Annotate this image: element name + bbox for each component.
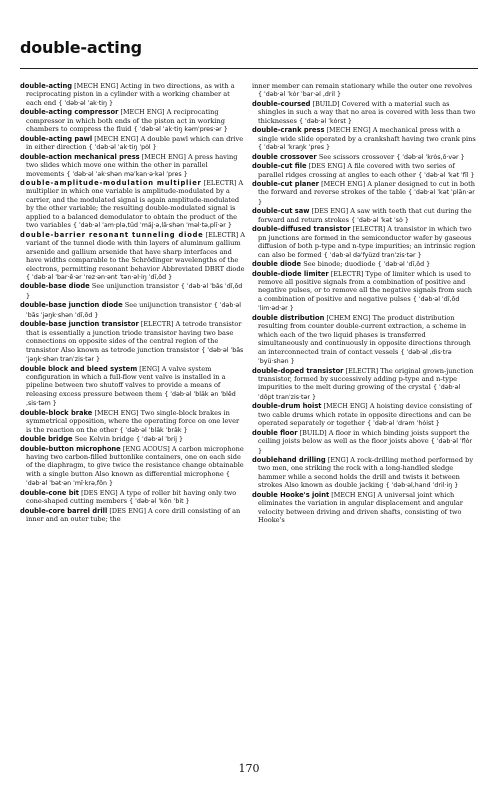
dictionary-entry	[20, 445, 246, 489]
entry-pronunciation: { ˈdəb·əl ˈkȯrst }	[299, 117, 352, 125]
entry-term: double crossover	[252, 152, 317, 161]
dictionary-entry	[20, 135, 246, 153]
entry-definition: A floor in which binding joists support the ceiling joists below as well as the floor joists above	[258, 428, 470, 446]
entry-term: double-base junction transistor	[20, 320, 139, 329]
entry-pronunciation: { ˈdəb·əl ˈdī‚ōd }	[377, 261, 431, 269]
entry-term: double bridge	[20, 435, 73, 444]
entry-pronunciation: { ˈdəb·əl ‚dis·trəˈbyü·shən }	[258, 348, 452, 366]
entry-pronunciation: { ˈdəb·əl ˈkōn ˈbit }	[129, 498, 190, 506]
entry-term: double-acting	[20, 82, 73, 90]
dictionary-entry	[252, 429, 478, 456]
entry-definition: A saw with teeth that cut during the forward and return strokes	[258, 207, 472, 224]
entry-pronunciation: { ˈdəb·əl ˈbar·ē·ər ˈrez·ən·ənt ˈtən·əl·iŋ ˈdī‚ōd }	[26, 273, 173, 281]
entry-pronunciation: { ˈdəb·əl ˈkət ˈsȯ }	[351, 216, 409, 224]
dictionary-entry	[20, 179, 246, 231]
dictionary-entry	[252, 82, 478, 100]
entry-definition: See Kelvin bridge	[74, 435, 134, 444]
entry-label: [ELECTR]	[345, 366, 379, 375]
dictionary-entry	[252, 162, 478, 180]
entry-term: double-action mechanical press	[20, 152, 140, 161]
entry-label: [MECH ENG]	[94, 408, 139, 417]
entry-term: double-coursed	[252, 99, 311, 108]
entry-definition: See unijunction transistor	[91, 282, 179, 291]
dictionary-entry	[20, 435, 246, 444]
dictionary-entry	[252, 126, 478, 152]
entry-label: [MECH ENG]	[94, 134, 139, 143]
entry-term: double-cut saw	[252, 207, 310, 216]
dictionary-entry	[20, 320, 246, 364]
entry-term: double-drum hoist	[252, 402, 322, 411]
entry-definition: See unijunction transistor	[124, 301, 212, 310]
entry-term: double floor	[252, 428, 298, 437]
dictionary-entry	[252, 260, 478, 269]
dictionary-entry	[252, 225, 478, 260]
entry-definition: Covered with a material such as shingles in such a way that no area is covered with less than two thicknesses	[258, 99, 476, 125]
entry-definition: A variant of the tunnel diode with thin layers of aluminum gallium arsenide and gallium arsenide that have sharp interfaces and have widths comparable to the Schrödinger wavelengths of the electrons, permitting resonant behavior Abbreviated DBRT diode	[26, 230, 246, 273]
entry-term: double-crank press	[252, 126, 325, 135]
entry-label: [DES ENG]	[81, 488, 118, 497]
entry-term: double-base diode	[20, 282, 90, 291]
entry-pronunciation: { ˈdəb·əl ˈbās ˈjəŋk·shən tranˈzis·tər }	[26, 346, 244, 364]
entry-pronunciation: { ˈdəb·əl ˈkət ˈfīl }	[418, 171, 475, 179]
dictionary-entry	[252, 153, 478, 162]
entry-pronunciation: { ˈdəb·əl ˈflȯr }	[258, 438, 473, 455]
dictionary-entry	[252, 491, 478, 525]
dictionary-entry	[20, 489, 246, 507]
entry-label: [MECH ENG]	[331, 490, 376, 499]
entry-term: doublehand drilling	[252, 456, 326, 465]
entry-label: [ENG]	[327, 456, 349, 465]
entry-term: double Hooke's joint	[252, 490, 330, 499]
entry-label: [ENG ACOUS]	[122, 444, 170, 453]
entry-term: double-block brake	[20, 408, 93, 417]
entry-term: double-acting compressor	[20, 108, 119, 117]
entry-definition: Type of limiter which is used to remove all positive signals from a combination of positive and negative pulses, or to remove all the negative signals from such a combination of positive and negative pulses	[258, 269, 473, 303]
entry-definition: Two single-block brakes in symmetrical opposition, where the operating force on one lever is the reaction on the other	[26, 408, 240, 434]
header-rule	[20, 68, 478, 69]
entry-label: [DES ENG]	[109, 506, 146, 515]
dictionary-entry	[252, 270, 478, 314]
entry-definition: The original grown-junction transistor, formed by successively adding p-type and n-type impurities to the melt during growing of the crystal	[258, 366, 474, 392]
entry-label: [ELECTR]	[352, 225, 386, 234]
entry-term: double-amplitude-modulation multiplier	[20, 178, 202, 187]
entry-definition: A universal joint which eliminates the variation in angular displacement and angular velocity between driving and driven shafts, consisting of two Hooke's	[258, 490, 463, 525]
entry-definition: A multiplier in which one variable is amplitude-modulated by a carrier, and the modulated signal is again amplitude-modulated by the other variable; the resulting double-modulated signal is applied to a balanced demodulator to obtain the product of the two variables	[26, 178, 244, 230]
entry-definition: A reciprocating compressor in which both ends of the piston act in working chambers to compress the fluid	[26, 108, 225, 134]
dictionary-entry	[252, 402, 478, 428]
entry-term: double-diffused transistor	[252, 225, 351, 234]
entry-label: [CHEM ENG]	[326, 313, 371, 322]
dictionary-entry	[252, 367, 478, 403]
entry-label: [ELECTR]	[205, 230, 239, 239]
entry-definition: See binode; duodiode	[303, 260, 376, 269]
entry-term: double-diode limiter	[252, 269, 329, 278]
entry-definition: A transistor in which two pn junctions are formed in the semiconductor wafer by gaseous diffusion of both p-type and n-type impurities; an intrinsic region can also be formed	[258, 225, 476, 259]
page-number: 170	[238, 762, 260, 775]
entry-pronunciation: { ˈdəb·əl ˈam·plə‚tüd ˈmäj·ə‚lā·shən ˈməl·tə‚plī·ər }	[72, 222, 232, 230]
entry-pronunciation: { ˈdəb·əl ˈkȯr ˈbar·əl ‚dril }	[258, 91, 341, 99]
dictionary-entry	[20, 365, 246, 409]
dictionary-entry	[20, 409, 246, 435]
entry-pronunciation: { ˈdəb·əl ˈkət ˈplān·ər }	[258, 189, 475, 206]
entry-pronunciation: { ˈdəb·əl ˈbläk ˈbrāk }	[119, 426, 188, 434]
entry-definition: See scissors crossover	[318, 152, 395, 161]
page-header: double-acting	[20, 38, 142, 57]
entry-pronunciation: { ˈdəb·əl ˈbās ˈdī‚ōd }	[26, 283, 243, 300]
entry-definition: A mechanical press with a single wide slide operated by a crankshaft having two crank pins	[258, 126, 476, 143]
dictionary-entry	[252, 314, 478, 367]
entry-definition: A double pawl which can drive in either direction	[26, 134, 244, 152]
entry-label: [ELECTR]	[140, 320, 174, 329]
entry-definition: A core drill consisting of an inner and an outer tube; the	[26, 506, 241, 524]
entry-definition: A planer designed to cut in both the forward and reverse strokes of the table	[258, 179, 476, 197]
dictionary-entry	[252, 180, 478, 207]
entry-definition: The product distribution resulting from counter double-current extraction, a scheme in which each of the two liquid phases is transferred simultaneously and continuously in opposite directions through an interconnected train of contact vessels	[258, 313, 471, 356]
entry-label: [MECH ENG]	[321, 179, 366, 188]
entry-pronunciation: { ˈdəb·əl ˈbrij }	[135, 436, 184, 444]
entry-definition: inner member can remain stationary while the outer one revolves	[252, 82, 473, 90]
entry-pronunciation: { ˈdəb·əl ˈak·tiŋ kəmˈpres·ər }	[133, 126, 228, 134]
dictionary-entry	[20, 153, 246, 179]
entry-definition: A press having two slides which move one within the other in parallel movements	[26, 152, 238, 178]
right-column	[252, 82, 478, 525]
dictionary-entry	[20, 282, 246, 301]
entry-term: double-cut file	[252, 162, 307, 171]
entry-pronunciation: { ˈdəb·əl ˈbət·ən ˈmī·krə‚fōn }	[26, 470, 230, 488]
entry-pronunciation: { ˈdəb·əl ˈbläk ən ˈblēd ‚sis·təm }	[26, 390, 236, 408]
dictionary-entry	[252, 207, 478, 225]
entry-pronunciation: { ˈdəb·əl ˈak·shən məˈkan·ə·kəl ˈpres }	[66, 170, 188, 178]
entry-pronunciation: { ˈdəb·əl ˈak·tiŋ }	[58, 99, 114, 107]
entry-definition: Acting in two directions, as with a reciprocating piston in a cylinder with a working chamber at each end	[26, 82, 235, 107]
dictionary-entry	[20, 507, 246, 524]
entry-label: [MECH ENG]	[323, 402, 368, 411]
entry-label: [MECH ENG]	[74, 82, 119, 90]
entry-term: double diode	[252, 260, 302, 269]
entry-label: [ELECTR]	[203, 178, 237, 187]
entry-term: double-cone bit	[20, 488, 79, 497]
entry-term: double-button microphone	[20, 444, 121, 453]
entry-term: double block and bleed system	[20, 364, 138, 373]
dictionary-entry	[20, 82, 246, 108]
left-column	[20, 82, 246, 524]
entry-label: [MECH ENG]	[141, 152, 186, 161]
dictionary-entry	[20, 231, 246, 283]
entry-label: [ENG]	[139, 364, 160, 373]
entry-label: [MECH ENG]	[120, 108, 165, 117]
entry-term: double distribution	[252, 313, 325, 322]
dictionary-entry	[252, 100, 478, 126]
entry-pronunciation: { ˈdəb·əl ˈkraŋk ˈpres }	[258, 144, 331, 152]
entry-pronunciation: { ˈdəb·əl dəˈfyüzd tranˈzis·tər }	[323, 251, 422, 259]
entry-pronunciation: { ˈdəb·əl‚hand ˈdril·iŋ }	[385, 482, 459, 490]
entry-term: double-cut planer	[252, 179, 319, 188]
dictionary-entry	[20, 108, 246, 134]
entry-pronunciation: { ˈdəb·əl ˈdrəm ˈhȯist }	[367, 420, 440, 428]
entry-pronunciation: { ˈdəb·əl ˈdī‚ōd ˈlim·əd·ər }	[258, 295, 460, 313]
entry-definition: A type of roller bit having only two cone-shaped cutting members	[26, 488, 237, 506]
entry-label: [DES ENG]	[311, 207, 349, 216]
entry-term: double-base junction diode	[20, 301, 123, 310]
entry-definition: A rock-drilling method performed by two men, one striking the rock with a long-handled sledge hammer while a second holds the drill and twists it between strokes Also known as double jacking	[258, 456, 474, 490]
entry-definition: A hoisting device consisting of two cable drums which rotate in opposite directions and can be operated separately or together	[258, 402, 472, 428]
entry-label: [BUILD]	[312, 99, 340, 108]
entry-definition: A valve system configuration in which a full-flow vent valve is installed in a pipeline between two shutoff valves to provide a means of releasing excess pressure between them	[26, 364, 226, 398]
dictionary-entry	[20, 301, 246, 320]
entry-label: [BUILD]	[299, 428, 327, 437]
dictionary-entry	[252, 456, 478, 491]
entry-label: [DES ENG]	[308, 162, 346, 171]
entry-term: double-acting pawl	[20, 134, 93, 143]
entry-pronunciation: { ˈdəb·əl ˈak·tiŋ ˈpȯl }	[88, 144, 157, 152]
entry-term: double-doped transistor	[252, 366, 344, 375]
entry-pronunciation: { ˈdəb·əl ˈkrȯs‚ō·vər }	[396, 153, 465, 161]
entry-definition: A tetrode transistor that is essentially a junction triode transistor having two base connections on opposite sides of the central region of the transistor Also known as tetrode junction transistor	[26, 320, 242, 354]
entry-term: double-barrier resonant tunneling diode	[20, 230, 204, 239]
entry-pronunciation: { ˈdəb·əl ˈdōpt tranˈzis·tər }	[258, 384, 461, 401]
entry-definition: A file covered with two series of parallel ridges crossing at angles to each other	[258, 162, 455, 179]
entry-definition: A carbon microphone having two carbon-filled buttonlike containers, one on each side of the diaphragm, to give twice the resistance change obtainable with a single button Also known as differential microphone	[26, 444, 244, 478]
entry-label: [MECH ENG]	[326, 126, 371, 135]
entry-label: [ELECTR]	[330, 269, 364, 278]
entry-pronunciation: { ˈdəb·əl ˈbās ˈjəŋk·shən ˈdī‚ōd }	[26, 302, 242, 319]
entry-term: double-core barrel drill	[20, 506, 108, 515]
